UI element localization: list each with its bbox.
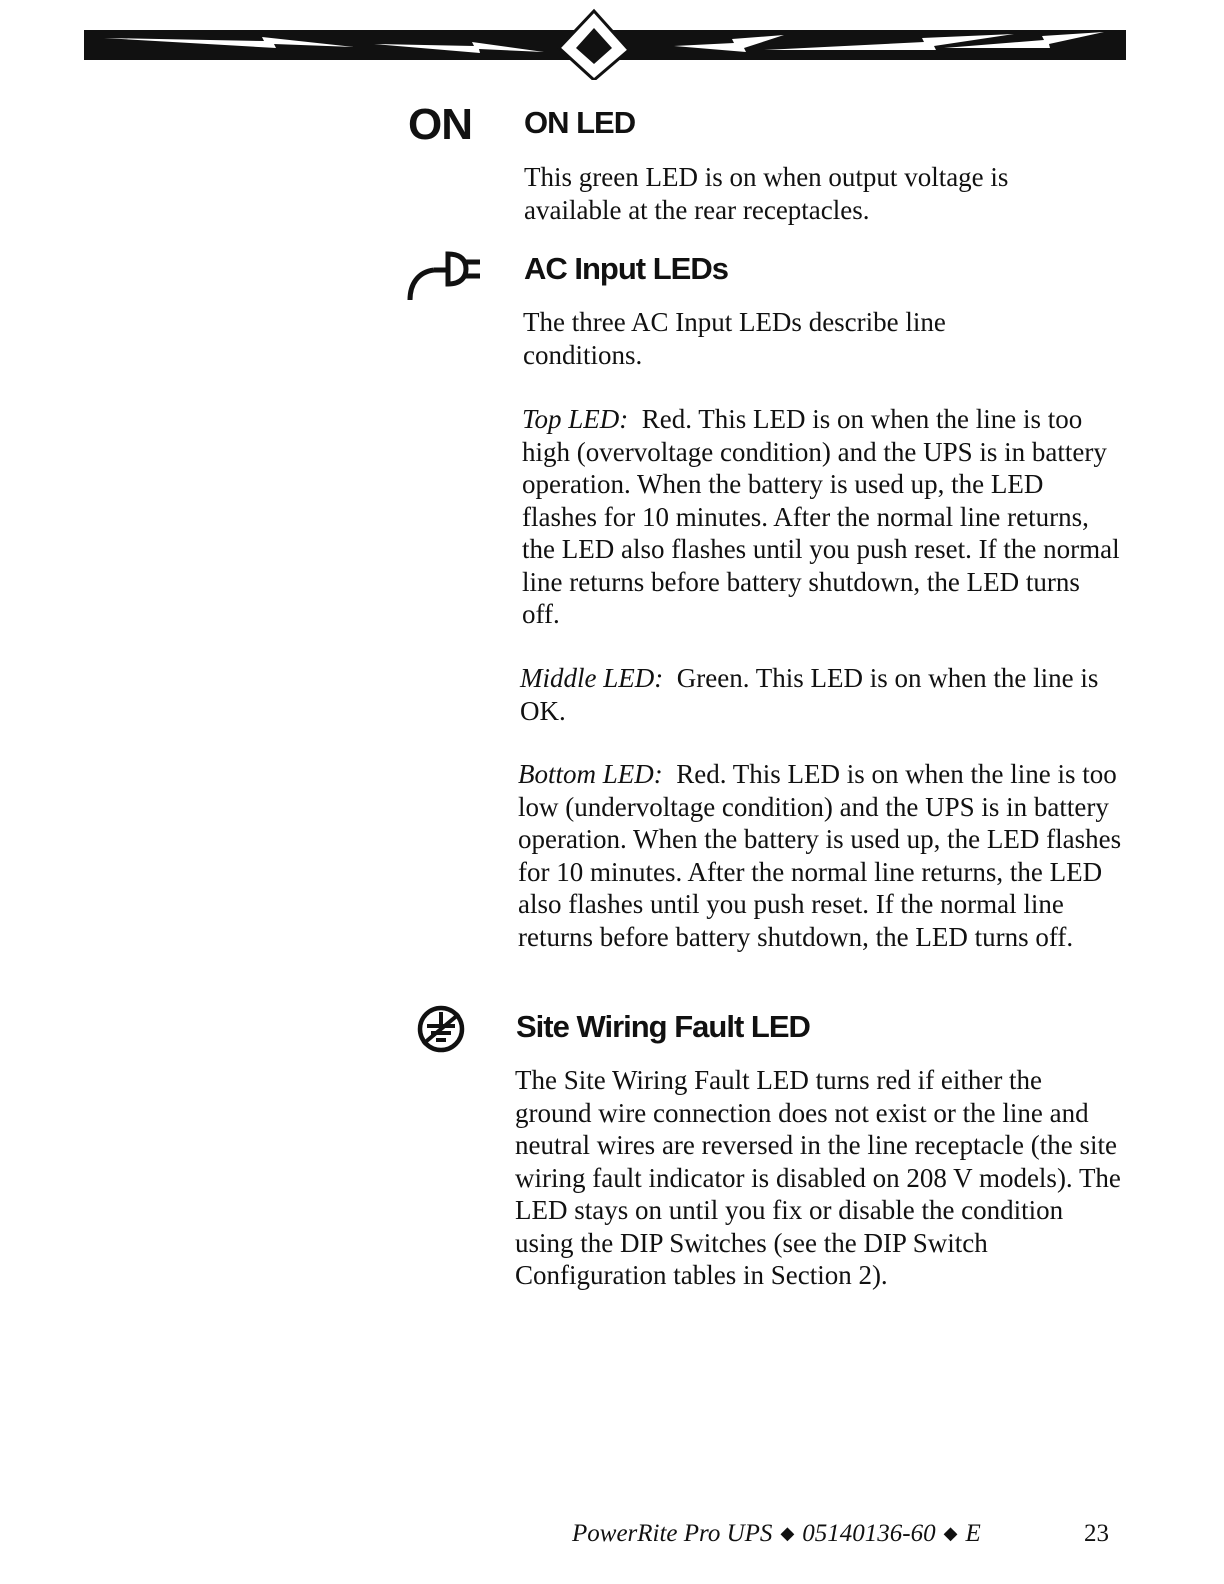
ac-input-heading: AC Input LEDs bbox=[524, 251, 728, 286]
footer-language: E bbox=[965, 1520, 981, 1547]
middle-led-label: Middle LED: bbox=[520, 663, 664, 693]
on-symbol-icon: ON bbox=[408, 100, 472, 149]
footer-product: PowerRite Pro UPS bbox=[572, 1520, 773, 1547]
site-wiring-fault-icon bbox=[411, 1004, 471, 1054]
bottom-led-label: Bottom LED: bbox=[518, 759, 663, 789]
middle-led-description bbox=[520, 662, 1100, 727]
ac-input-intro: The three AC Input LEDs describe line conditions. bbox=[523, 307, 946, 370]
top-led-text: Red. This LED is on when the line is too high (overvoltage condition) and the UPS is in battery operation. When the battery is used up, the LED flashes for 10 minutes. After the normal line returns, the LED also flashes until you push reset. If the normal line returns before battery shutdown, the LED turns off. bbox=[522, 404, 1120, 629]
page-footer bbox=[572, 1518, 1112, 1551]
middle-led-text: Green. This LED is on when the line is OK. bbox=[520, 663, 1099, 726]
diamond-separator-icon: ◆ bbox=[780, 1523, 795, 1543]
on-led-description: This green LED is on when output voltage is available at the rear receptacles. bbox=[524, 162, 1009, 225]
header-lightning-banner bbox=[84, 8, 1126, 80]
footer-part-number: 05140136-60 bbox=[802, 1520, 936, 1547]
site-wiring-heading: Site Wiring Fault LED bbox=[516, 1009, 810, 1044]
bottom-led-description bbox=[518, 758, 1122, 953]
top-led-description bbox=[522, 403, 1122, 631]
top-led-label: Top LED: bbox=[522, 404, 629, 434]
bottom-led-text: Red. This LED is on when the line is too low (undervoltage condition) and the UPS is in battery operation. When the battery is used up, the LED flashes for 10 minutes. After the normal line returns, the LED also flashes until you push reset. If the normal line returns before battery shutdown, the LED turns off. bbox=[518, 759, 1122, 952]
site-wiring-description: The Site Wiring Fault LED turns red if either the ground wire connection does not exist or the line and neutral wires are reversed in the line receptacle (the site wiring fault indicator is disabled on 208 V models). The LED stays on until you fix or disable the condition using the DIP Switches (see the DIP Switch Configuration tables in Section 2). bbox=[515, 1065, 1121, 1290]
page-number: 23 bbox=[1084, 1520, 1109, 1547]
diamond-separator-icon: ◆ bbox=[943, 1523, 958, 1543]
on-led-heading: ON LED bbox=[524, 105, 636, 140]
ac-plug-icon bbox=[404, 246, 484, 302]
